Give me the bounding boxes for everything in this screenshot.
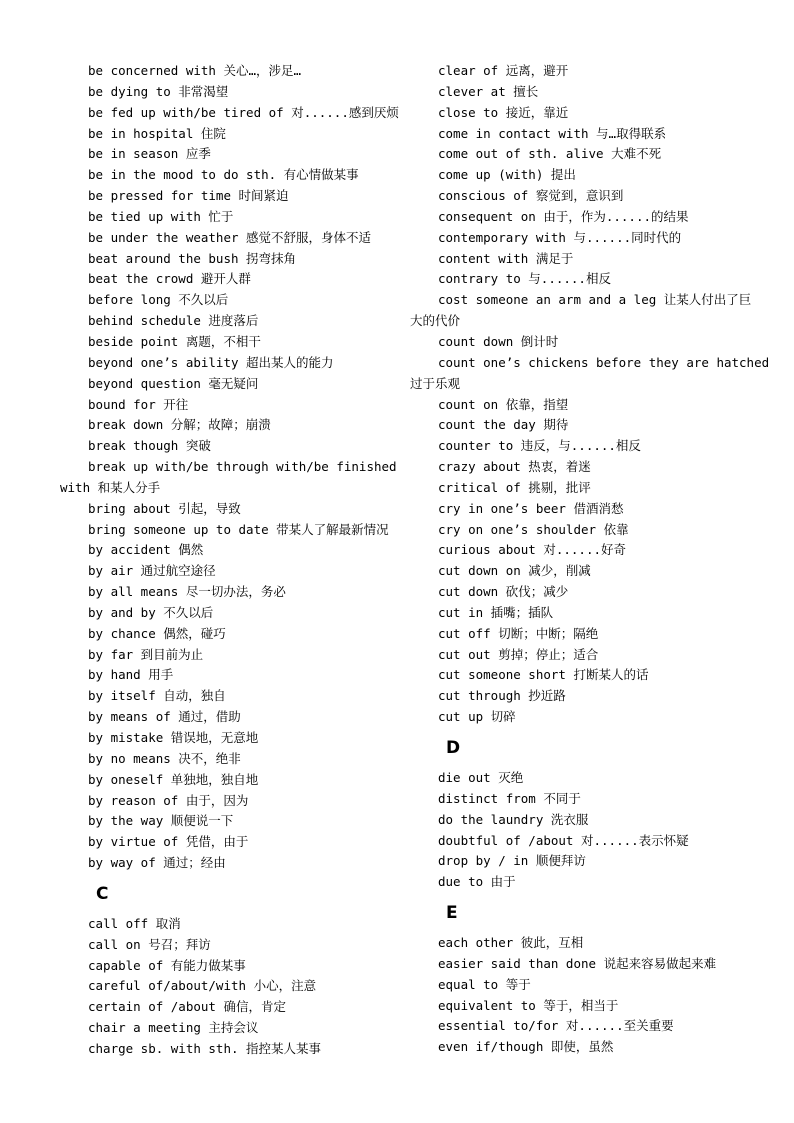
list-item: essential to/for 对......至关重要 (438, 1018, 674, 1034)
list-item: by and by 不久以后 (88, 604, 214, 620)
list-item: cut through 抄近路 (438, 688, 566, 704)
list-item: contrary to 与......相反 (438, 271, 611, 287)
list-item: count down 倒计时 (438, 333, 559, 349)
list-item: cut off 切断；中断；隔绝 (438, 625, 599, 641)
list-item: by oneself 单独地，独自地 (88, 771, 259, 787)
left-column (60, 61, 399, 1060)
list-item: do the laundry 洗衣服 (438, 811, 589, 827)
list-item: due to 由于 (438, 874, 516, 890)
list-item: clear of 远离，避开 (438, 63, 569, 78)
list-item: curious about 对......好奇 (438, 542, 627, 558)
list-item: by air 通过航空途径 (88, 563, 216, 579)
list-item: count one’s chickens before they are hatched (438, 354, 770, 370)
list-item: be in hospital 住院 (88, 125, 226, 141)
list-item: behind schedule 进度落后 (88, 313, 259, 329)
list-item: even if/though 即使，虽然 (438, 1039, 614, 1055)
list-item: cut down 砍伐；减少 (438, 584, 569, 600)
list-item-continuation: with 和某人分手 (60, 479, 161, 495)
list-item: beat around the bush 拐弯抹角 (88, 250, 297, 266)
list-item: conscious of 察觉到，意识到 (438, 188, 624, 204)
list-item: die out 灭绝 (438, 770, 524, 785)
list-item: charge sb. with sth. 指控某人某事 (88, 1040, 322, 1056)
list-item: distinct from 不同于 (438, 790, 581, 806)
list-item: be in season 应季 (88, 146, 211, 162)
list-item: by means of 通过，借助 (88, 709, 241, 725)
list-item: crazy about 热衷，着迷 (438, 459, 591, 475)
list-item-continuation: 大的代价 (410, 313, 461, 329)
list-item: be tied up with 忙于 (88, 208, 234, 224)
list-item: counter to 违反，与......相反 (438, 438, 641, 454)
list-item: certain of /about 确信，肯定 (88, 999, 286, 1015)
list-item: cut someone short 打断某人的话 (438, 667, 649, 683)
list-item: easier said than done 说起来容易做起来难 (438, 955, 717, 971)
list-item: count the day 期待 (438, 417, 569, 433)
right-column (410, 61, 770, 1058)
list-item: cry on one’s shoulder 依靠 (438, 521, 629, 537)
list-item: by far 到目前为止 (88, 646, 204, 662)
list-item: before long 不久以后 (88, 292, 229, 308)
list-item: clever at 擅长 (438, 83, 539, 99)
list-item: by virtue of 凭借，由于 (88, 834, 249, 850)
list-item: capable of 有能力做某事 (88, 957, 246, 973)
list-item: cut out 剪掉；停止；适合 (438, 646, 599, 662)
phrase-list-b (60, 61, 399, 874)
list-item: cry in one’s beer 借酒消愁 (438, 500, 624, 516)
list-item: by chance 偶然，碰巧 (88, 625, 226, 641)
list-item: be under the weather 感觉不舒服，身体不适 (88, 229, 372, 245)
list-item: beat the crowd 避开人群 (88, 271, 251, 287)
list-item: by mistake 错误地，无意地 (88, 730, 259, 745)
list-item: break down 分解；故障；崩溃 (88, 417, 271, 433)
phrase-list-d (410, 768, 745, 893)
list-item: close to 接近，靠近 (438, 104, 569, 120)
list-item: by the way 顺便说一下 (88, 813, 234, 829)
list-item: call off 取消 (88, 915, 181, 931)
list-item: be concerned with 关心…，涉足… (88, 63, 302, 78)
list-item: by way of 通过；经由 (88, 855, 226, 871)
list-item: bring someone up to date 带某人了解最新情况 (88, 521, 389, 537)
list-item: beyond one’s ability 超出某人的能力 (88, 354, 334, 370)
list-item: critical of 挑剔，批评 (438, 479, 591, 495)
list-item: by itself 自动，独自 (88, 688, 226, 704)
list-item: bound for 开往 (88, 396, 189, 412)
list-item: come in contact with 与…取得联系 (438, 125, 667, 141)
list-item: contemporary with 与......同时代的 (438, 229, 682, 245)
list-item: cut down on 减少，削减 (438, 563, 591, 579)
list-item: be fed up with/be tired of 对......感到厌烦 (88, 104, 399, 120)
list-item: break up with/be through with/be finished (88, 459, 397, 475)
list-item: beside point 离题，不相干 (88, 333, 261, 349)
list-item: equivalent to 等于，相当于 (438, 997, 619, 1013)
list-item: by hand 用手 (88, 667, 174, 683)
list-item: consequent on 由于，作为......的结果 (438, 208, 689, 224)
list-item: by reason of 由于，因为 (88, 792, 249, 808)
list-item: by all means 尽一切办法，务必 (88, 584, 286, 600)
list-item: come out of sth. alive 大难不死 (438, 146, 662, 162)
list-item: beyond question 毫无疑问 (88, 375, 259, 391)
section-heading-e: E (446, 903, 458, 924)
list-item: each other 彼此，互相 (438, 935, 584, 951)
list-item: cost someone an arm and a leg 让某人付出了巨 (438, 292, 752, 308)
list-item: drop by / in 顺便拜访 (438, 853, 586, 869)
list-item: bring about 引起，导致 (88, 500, 241, 516)
list-item: count on 依靠，指望 (438, 396, 569, 412)
list-item: by accident 偶然 (88, 542, 204, 558)
list-item: be in the mood to do sth. 有心情做某事 (88, 167, 359, 183)
phrase-list-c-continued (410, 61, 770, 728)
list-item: come up (with) 提出 (438, 167, 576, 183)
list-item: call on 号召；拜访 (88, 936, 211, 952)
list-item: cut in 插嘴；插队 (438, 604, 554, 620)
section-heading-c: C (96, 883, 109, 904)
list-item: doubtful of /about 对......表示怀疑 (438, 832, 689, 848)
list-item: be pressed for time 时间紧迫 (88, 188, 289, 204)
list-item: content with 满足于 (438, 250, 574, 266)
list-item-continuation: 过于乐观 (410, 375, 461, 391)
list-item: careful of/about/with 小心，注意 (88, 978, 317, 994)
section-heading-d: D (446, 738, 461, 758)
phrase-list-e (410, 933, 745, 1058)
list-item: be dying to 非常渴望 (88, 83, 229, 99)
list-item: break though 突破 (88, 438, 211, 454)
list-item: by no means 决不，绝非 (88, 750, 241, 766)
list-item: equal to 等于 (438, 976, 531, 992)
list-item: chair a meeting 主持会议 (88, 1020, 259, 1036)
phrase-list-c (60, 914, 395, 1060)
list-item: cut up 切碎 (438, 709, 516, 725)
